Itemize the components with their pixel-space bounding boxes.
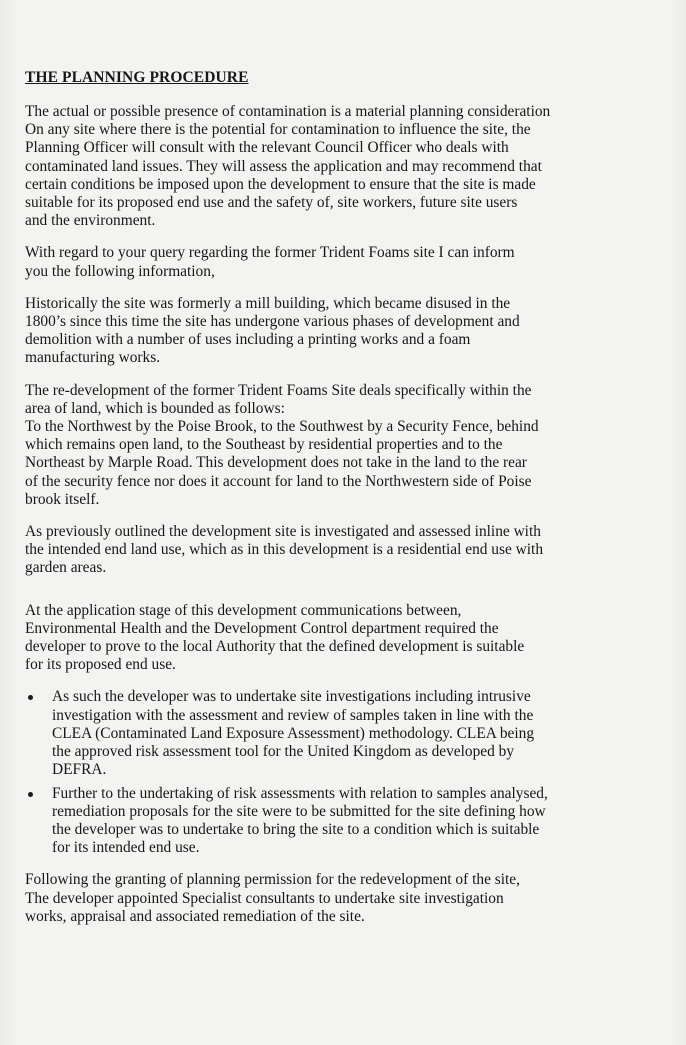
section-title: THE PLANNING PROCEDURE	[25, 69, 249, 86]
requirements-bullet-list	[25, 688, 598, 857]
paragraph-application-stage: At the application stage of this development communications between, Environmental Health and the Development Control department required the developer to prove to the local Authority that the defined development is suitable for its proposed end use.	[25, 601, 525, 674]
bullet-item-remediation-proposals	[25, 785, 598, 858]
paragraph-site-boundaries: The re-development of the former Trident Foams Site deals specifically within the area of land, which is bounded as follows: To the Northwest by the Poise Brook, to the Southwest by a Security Fence, behind which remains open land, to the Southeast by residential properties and to the Northeast by Marple Road. This development does not take in the land to the rear of the security fence nor does it account for land to the Northwestern side of Poise brook itself.	[25, 381, 539, 508]
paragraph-closing: Following the granting of planning permission for the redevelopment of the site, The developer appointed Specialist consultants to undertake site investigation works, appraisal and associated remediation of the site.	[25, 871, 520, 925]
paragraph-site-history: Historically the site was formerly a mill building, which became disused in the 1800’s since this time the site has undergone various phases of development and demolition with a number of uses including a printing works and a foam manufacturing works.	[25, 294, 520, 367]
bullet-item-site-investigation	[25, 688, 598, 779]
paragraph-query-response: With regard to your query regarding the former Trident Foams site I can inform you the following information,	[25, 244, 515, 280]
bullet-dot-icon	[28, 695, 33, 700]
bullet-text: Further to the undertaking of risk assessments with relation to samples analysed, remediation proposals for the site were to be submitted for the site defining how the developer was to undertake to bring the site to a condition which is suitable for its intended end use.	[52, 784, 548, 857]
bullet-dot-icon	[28, 792, 33, 797]
paragraph-end-use: As previously outlined the development site is investigated and assessed inline with the intended end land use, which as in this development is a residential end use with garden areas.	[25, 523, 544, 577]
paragraph-planning-consideration: The actual or possible presence of contamination is a material planning consideration On any site where there is the potential for contamination to influence the site, the Planning Officer will consult with the relevant Council Officer who deals with contaminated land issues. They will assess the application and may recommend that certain conditions be imposed upon the development to ensure that the site is made suitable for its proposed end use and the safety of, site workers, future site users and the environment.	[25, 103, 551, 230]
bullet-text: As such the developer was to undertake site investigations including intrusive investigation with the assessment and review of samples taken in line with the CLEA (Contaminated Land Exposure Assessment) methodology. CLEA being the approved risk assessment tool for the United Kingdom as developed by DEFRA.	[52, 688, 535, 779]
